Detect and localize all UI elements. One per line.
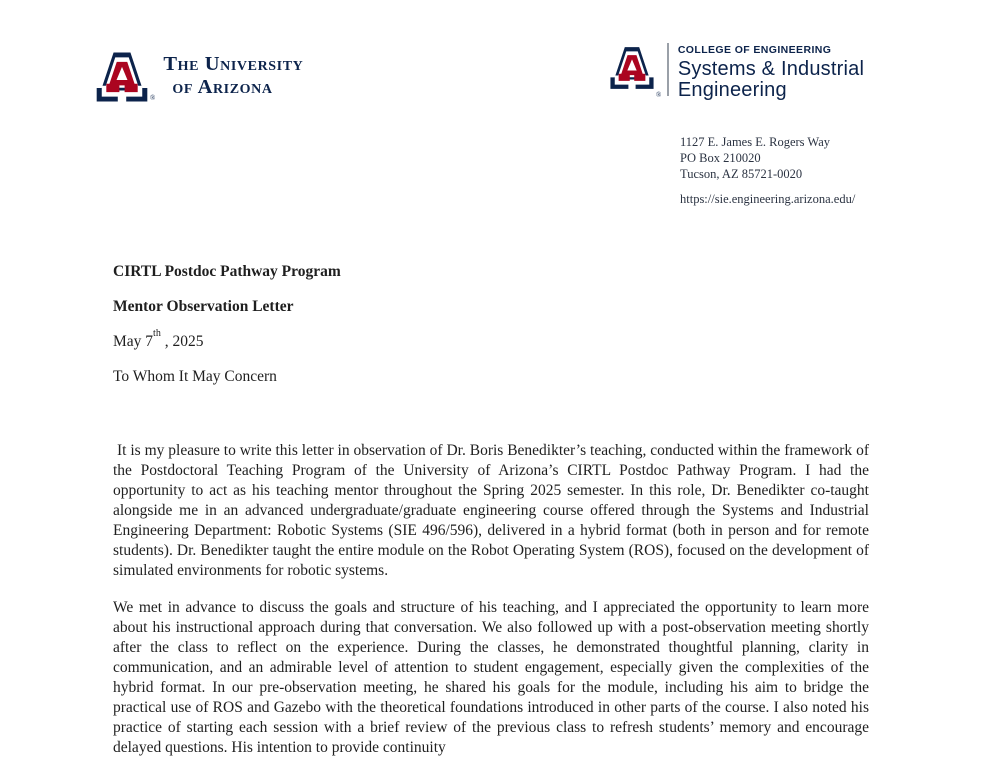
program-title: CIRTL Postdoc Pathway Program bbox=[113, 263, 341, 280]
university-of-arizona-logo bbox=[95, 50, 303, 104]
registered-trademark-icon: ® bbox=[656, 91, 662, 99]
date-ordinal: th bbox=[153, 327, 161, 339]
date-year: , 2025 bbox=[160, 333, 204, 350]
university-wordmark-line1: The University bbox=[163, 53, 304, 75]
letter-paragraph-2: We met in advance to discuss the goals and structure of his teaching, and I appreciated the opportunity to learn more about his instructional approach during that conversation. We also followed up with a post-observation meeting shortly after the class to reflect on the experience. During the classes, he demonstrated thoughtful planning, clarity in communication, and an admirable level of attention to student engagement, especially given the complexities of the hybrid format. In our pre-observation meeting, he shared his goals for the module, including his aim to bridge the practical use of ROS and Gazebo with the theoretical foundations introduced in other parts of the course. I also noted his practice of starting each session with a brief review of the previous class to refresh students’ memory and encourage delayed questions. His intention to provide continuity bbox=[113, 599, 869, 756]
department-name-line2: Engineering bbox=[677, 79, 787, 101]
address-line-street: 1127 E. James E. Rogers Way bbox=[680, 135, 831, 149]
website-link[interactable]: https://sie.engineering.arizona.edu/ bbox=[680, 192, 856, 206]
department-name-line1: Systems & Industrial bbox=[677, 58, 865, 80]
address-line-city: Tucson, AZ 85721-0020 bbox=[680, 167, 803, 181]
letter-subtitle: Mentor Observation Letter bbox=[113, 298, 294, 315]
university-wordmark bbox=[163, 53, 303, 98]
address-block bbox=[680, 134, 855, 207]
arizona-block-a-icon bbox=[95, 50, 149, 104]
registered-trademark-icon: ® bbox=[150, 94, 156, 102]
date-day: May 7 bbox=[113, 333, 154, 350]
letter-date bbox=[113, 327, 869, 352]
address-line-pobox: PO Box 210020 bbox=[680, 151, 761, 165]
university-wordmark-line2: of Arizona bbox=[172, 75, 273, 98]
department-wordmark bbox=[678, 44, 864, 101]
college-label: COLLEGE OF ENGINEERING bbox=[677, 44, 832, 56]
logo-divider bbox=[667, 43, 669, 96]
arizona-block-a-icon bbox=[609, 42, 655, 94]
letter-body bbox=[113, 262, 869, 758]
college-of-engineering-logo bbox=[609, 42, 864, 101]
letter-paragraph-1: It is my pleasure to write this letter in observation of Dr. Boris Benedikter’s teaching, conducted within the framework of the Postdoctoral Teaching Program of the University of Arizona’s CIRTL Postdoc Pathway Program. I had the opportunity to act as his teaching mentor throughout the Spring 2025 semester. In this role, Dr. Benedikter co-taught alongside me in an advanced undergraduate/graduate engineering course offered through the Systems and Industrial Engineering Department: Robotic Systems (SIE 496/596), delivered in a hybrid format (both in person and for remote students). Dr. Benedikter taught the entire module on the Robot Operating System (ROS), focused on the development of simulated environments for robotic systems. bbox=[113, 442, 869, 579]
salutation: To Whom It May Concern bbox=[113, 368, 277, 385]
